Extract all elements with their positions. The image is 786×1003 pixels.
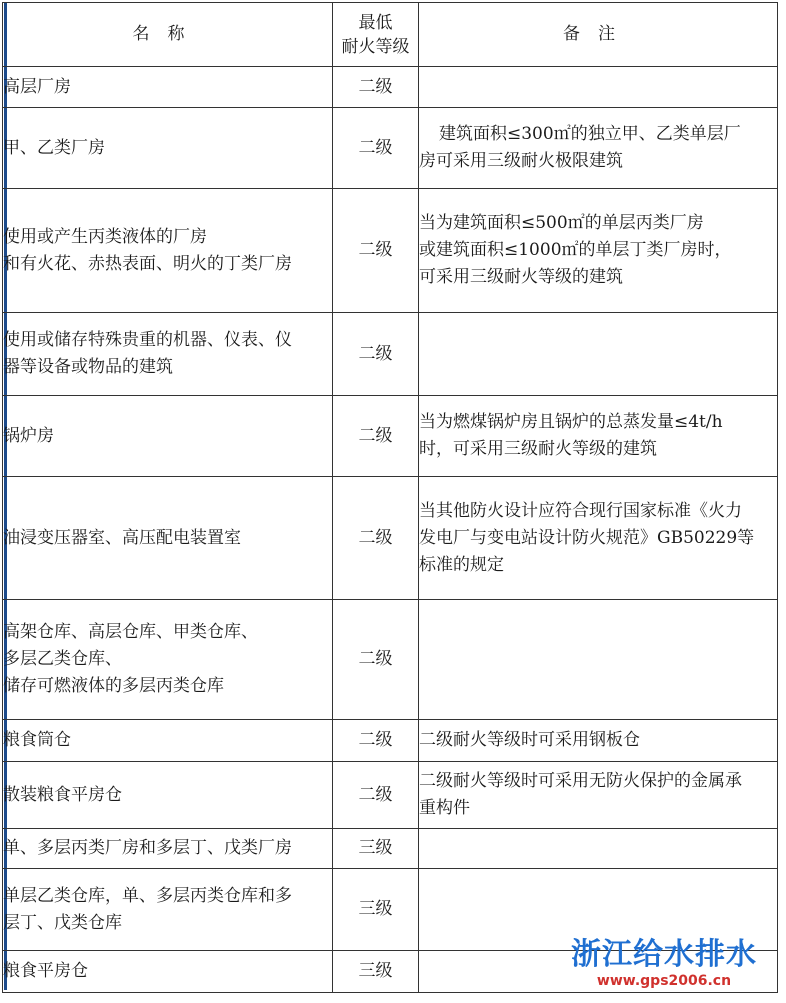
- header-level-line1: 最低: [358, 12, 393, 33]
- row-name-text: 储存可燃液体的多层丙类仓库: [3, 676, 224, 696]
- row-note-text: 二级耐火等级时可采用钢板仓: [419, 730, 640, 750]
- row-name-cell: [3, 108, 333, 189]
- table-row: [3, 67, 778, 108]
- header-level: [333, 3, 419, 67]
- row-note-text: 或建筑面积≤1000㎡的单层丁类厂房时，: [419, 240, 732, 260]
- table-row: [3, 829, 778, 869]
- row-name-text: 油浸变压器室、高压配电装置室: [3, 527, 241, 548]
- row-name-cell: [3, 477, 333, 600]
- row-level-cell: 三级: [333, 829, 419, 869]
- row-name-text: 器等设备或物品的建筑: [3, 357, 173, 377]
- row-level-cell: 二级: [333, 477, 419, 600]
- row-name-text: 多层乙类仓库、: [3, 649, 122, 669]
- row-name-text: 锅炉房: [3, 425, 54, 446]
- row-note-text: 重构件: [419, 798, 470, 818]
- fire-resistance-table: [2, 2, 778, 993]
- row-note-cell: [419, 189, 778, 313]
- watermark-url: www.gps2006.cn: [596, 973, 732, 989]
- row-level-cell: 二级: [333, 762, 419, 829]
- row-name-text: 层丁、戊类仓库: [3, 912, 122, 933]
- row-note-cell: [419, 477, 778, 600]
- table-row: [3, 762, 778, 829]
- row-name-text: 甲、乙类厂房: [3, 137, 105, 158]
- row-note-text: 发电厂与变电站设计防火规范》GB50229等: [419, 527, 755, 548]
- table-row: [3, 720, 778, 762]
- row-level-cell: 二级: [333, 600, 419, 720]
- row-level-cell: 三级: [333, 869, 419, 951]
- row-name-text: 和有火花、赤热表面、明火的丁类厂房: [3, 253, 292, 274]
- row-note-cell: [419, 108, 778, 189]
- row-name-cell: [3, 829, 333, 869]
- table-row: [3, 108, 778, 189]
- row-note-text: 房可采用三级耐火极限建筑: [419, 151, 623, 171]
- row-note-cell: [419, 720, 778, 762]
- row-name-text: 高架仓库、高层仓库、甲类仓库、: [3, 622, 258, 642]
- row-name-text: 单、多层丙类厂房和多层丁、戊类厂房: [3, 838, 292, 858]
- header-note: 备注: [419, 3, 778, 67]
- row-name-text: 散装粮食平房仓: [3, 784, 122, 805]
- row-name-text: 粮食筒仓: [3, 730, 71, 750]
- row-level-cell: 二级: [333, 67, 419, 108]
- row-level-cell: 二级: [333, 313, 419, 396]
- header-level-line2: 耐火等级: [341, 36, 410, 57]
- row-note-cell: [419, 67, 778, 108]
- row-note-cell: [419, 600, 778, 720]
- row-note-text: 当为建筑面积≤500㎡的单层丙类厂房: [419, 213, 704, 233]
- row-level-cell: 二级: [333, 720, 419, 762]
- row-level-cell: 二级: [333, 396, 419, 477]
- row-name-text: 单层乙类仓库，单、多层丙类仓库和多: [3, 885, 292, 906]
- row-note-text: 二级耐火等级时可采用无防火保护的金属承: [419, 771, 742, 791]
- row-note-text: 时，可采用三级耐火等级的建筑: [419, 439, 657, 459]
- row-name-cell: [3, 869, 333, 951]
- row-name-cell: [3, 313, 333, 396]
- row-note-text: 可采用三级耐火等级的建筑: [419, 267, 623, 287]
- row-name-text: 粮食平房仓: [3, 961, 88, 981]
- table-row: [3, 189, 778, 313]
- row-name-cell: [3, 67, 333, 108]
- row-note-text: 当为燃煤锅炉房且锅炉的总蒸发量≤4t/h: [419, 412, 723, 432]
- row-note-cell: [419, 396, 778, 477]
- row-name-text: 使用或产生丙类液体的厂房: [3, 226, 207, 247]
- row-note-cell: [419, 762, 778, 829]
- row-level-cell: 二级: [333, 108, 419, 189]
- table-row: [3, 396, 778, 477]
- table-row: [3, 477, 778, 600]
- row-level-cell: 三级: [333, 951, 419, 993]
- header-name: 名称: [3, 3, 333, 67]
- row-name-text: 使用或储存特殊贵重的机器、仪表、仪: [3, 330, 292, 350]
- row-name-cell: [3, 189, 333, 313]
- row-name-cell: [3, 720, 333, 762]
- row-name-cell: [3, 600, 333, 720]
- row-note-text: 当其他防火设计应符合现行国家标准《火力: [419, 500, 742, 521]
- row-name-cell: [3, 951, 333, 993]
- row-name-cell: [3, 762, 333, 829]
- watermark-title: 浙江给水排水: [571, 937, 757, 972]
- table-row: [3, 600, 778, 720]
- row-level-cell: 二级: [333, 189, 419, 313]
- row-name-cell: [3, 396, 333, 477]
- row-name-text: 高层厂房: [3, 76, 71, 97]
- site-watermark: [554, 938, 774, 990]
- row-note-cell: [419, 313, 778, 396]
- row-note-text: 建筑面积≤300㎡的独立甲、乙类单层厂: [439, 124, 741, 144]
- row-note-cell: [419, 829, 778, 869]
- row-note-text: 标准的规定: [419, 554, 504, 575]
- table-row: [3, 313, 778, 396]
- table-header-row: [3, 3, 778, 67]
